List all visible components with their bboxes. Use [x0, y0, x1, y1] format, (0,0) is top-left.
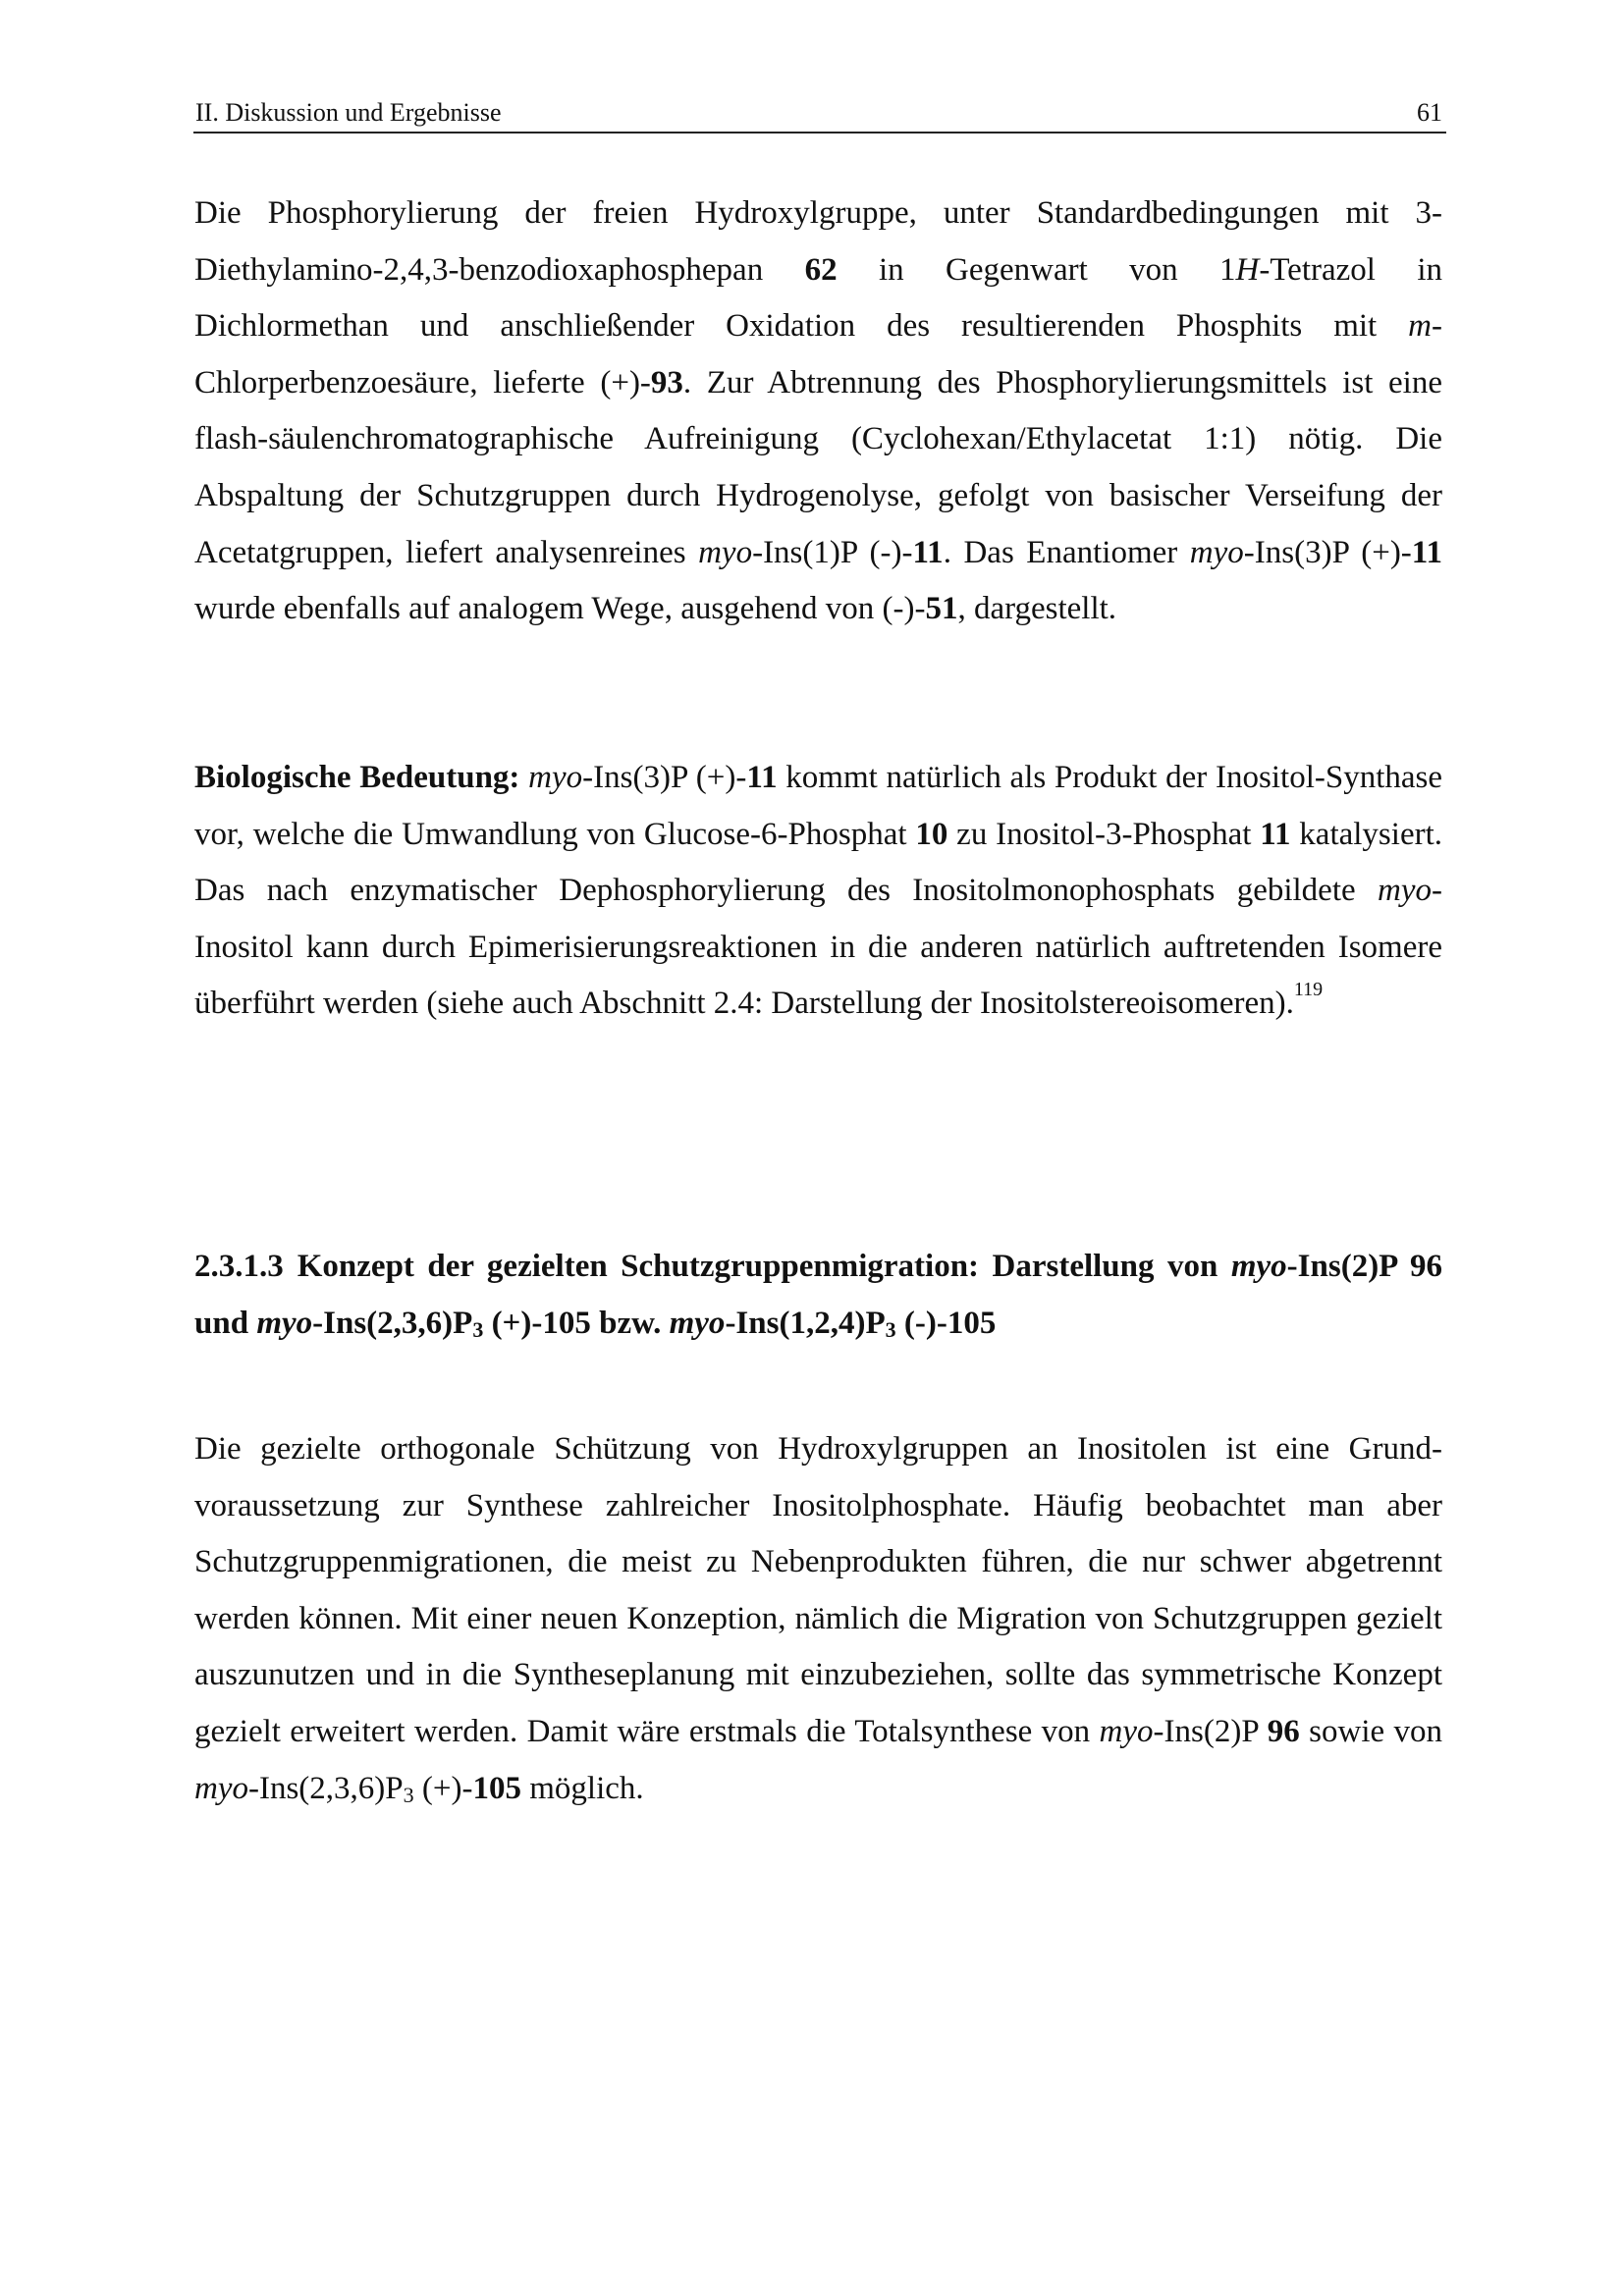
paragraph-concept [194, 1421, 1442, 1817]
compound-number: 51 [925, 591, 958, 627]
compound-number: 11 [1411, 534, 1442, 570]
compound-number: 11 [912, 534, 944, 570]
paragraph-phosphorylation [194, 186, 1442, 638]
compound-number: 105 [472, 1770, 521, 1806]
section-heading-text: 2.3.1.3 Konzept der gezielten Schutzgruppenmigration: Darstellung von myo-Ins(2)P 96 und myo-$Ins(2,3,6)P_3$ (+)-105 bzw. myo-$Ins(1,2,4)P_3$ (-)-105 [194, 1239, 1442, 1352]
paragraph-text: Die Phosphorylierung der freien Hydroxylgruppe, unter Standardbedingungen mit 3-Diethylamino-2,4,3-benzodioxaphosphepan 62 in Gegenwart von 1H-Tetrazol in Dichlormethan und anschließender Oxidation des resultierenden Phosphits mit m-Chlorperbenzoesäure, lieferte (+)-93. Zur Abtrennung des Phosphorylierungsmittels ist eine flash-säulenchromatographische Aufreinigung (Cyclohexan/Ethylacetat 1:1) nötig. Die Abspaltung der Schutzgruppen durch Hydrogenolyse, gefolgt von basischer Verseifung der Acetatgruppen, liefert analysenreines myo-Ins(1)P (-)-11. Das Enantiomer myo-Ins(3)P (+)-11 wurde ebenfalls auf analogem Wege, ausgehend von (-)-51, dargestellt. [194, 195, 1442, 627]
chapter-title: II. Diskussion und Ergebnisse [195, 98, 502, 127]
compound-number: 62 [804, 251, 838, 288]
compound-number: 96 [1267, 1713, 1300, 1749]
section-number: 2.3.1.3 [194, 1249, 284, 1284]
compound-number: 93 [650, 364, 683, 400]
page-number: 61 [1417, 98, 1442, 127]
compound-number: 10 [915, 816, 948, 852]
paragraph-biological-significance [194, 750, 1442, 1033]
reference-superscript: 119 [1293, 979, 1324, 1001]
compound-number: 11 [1260, 816, 1291, 852]
section-heading [194, 1239, 1442, 1352]
paragraph-text: Biologische Bedeutung: myo-Ins(3)P (+)-11 kommt natürlich als Produkt der Inositol-Synthase vor, welche die Umwandlung von Glucose-6-Phosphat 10 zu Inositol-3-Phosphat 11 katalysiert. Das nach enzymatischer Dephosphorylierung des Inositolmonophosphats gebildete myo-Inositol kann durch Epimerisierungsreaktionen in die anderen natürlich auftretenden Isomere überführt werden (siehe auch Abschnitt 2.4: Darstellung der Inositolstereoisomeren).$^{119}$ [194, 760, 1443, 1022]
compound-number: 11 [746, 760, 778, 795]
paragraph-label: Biologische Bedeutung: [194, 760, 520, 795]
running-header [193, 96, 1446, 133]
paragraph-text: Die gezielte orthogonale Schützung von Hydroxylgruppen an Inositolen ist eine Grund-voraussetzung zur Synthese zahlreicher Inositolphosphate. Häufig beobachtet man aber Schutzgruppenmigrationen, die meist zu Nebenprodukten führen, die nur schwer abgetrennt werden können. Mit einer neuen Konzeption, nämlich die Migration von Schutzgruppen gezielt auszunutzen und in die Syntheseplanung mit einzubeziehen, sollte das symmetrische Konzept gezielt erweitert werden. Damit wäre erstmals die Totalsynthese von myo-Ins(2)P 96 sowie von myo-$Ins(2,3,6)P_3$ (+)-105 möglich. [194, 1431, 1442, 1807]
